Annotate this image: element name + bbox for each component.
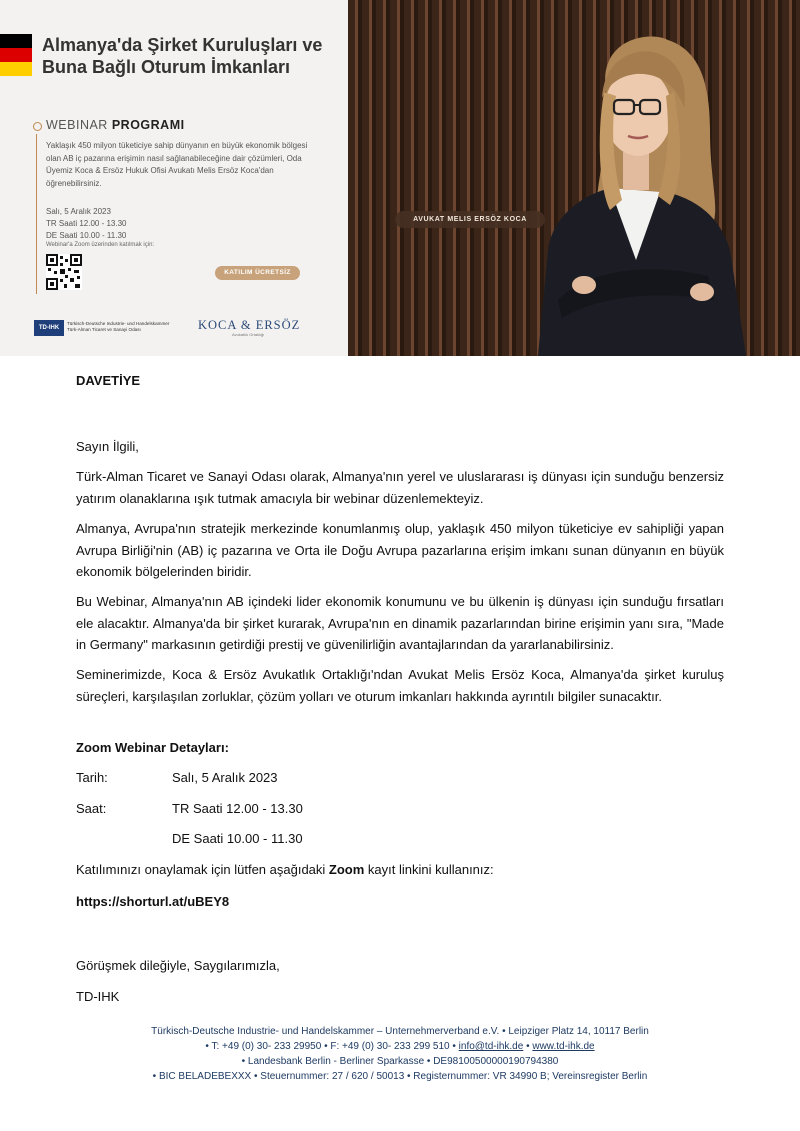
registration-link[interactable]: https://shorturl.at/uBEY8: [76, 894, 230, 909]
tdihk-logo-text: [67, 321, 169, 333]
date-label: Tarih:: [76, 770, 108, 785]
footer: [0, 1024, 800, 1084]
speaker-portrait-image: [348, 0, 800, 356]
banner-tr-time: TR Saati 12.00 - 13.30: [46, 219, 127, 228]
koca-ersoz-logo: KOCA & ERSÖZ: [198, 318, 301, 332]
qr-code-icon[interactable]: [46, 254, 82, 290]
free-participation-badge: KATILIM ÜCRETSİZ: [215, 266, 300, 280]
banner-schedule: [46, 206, 127, 242]
footer-sep: •: [523, 1041, 533, 1052]
program-prefix: WEBINAR: [46, 118, 108, 132]
webinar-banner: [0, 0, 800, 356]
timeline-dot-icon: [33, 122, 42, 131]
banner-program-label: [46, 118, 185, 132]
footer-bank: • Landesbank Berlin - Berliner Sparkasse • DE98100500000190794380: [241, 1056, 559, 1067]
date-row: [76, 770, 278, 785]
timeline-line: [36, 134, 37, 294]
confirm-zoom: Zoom: [328, 862, 365, 877]
banner-info-panel: [0, 0, 348, 356]
time-de-value: DE Saati 10.00 - 11.30: [172, 831, 303, 846]
speaker-name-pill: AVUKAT MELIS ERSÖZ KOCA: [395, 211, 545, 228]
time-de-row: [76, 831, 303, 846]
time-row: [76, 801, 303, 816]
tdihk-logo-line2: Türk-Alman Ticaret ve Sanayi Odası: [67, 327, 141, 332]
banner-description: Yaklaşık 450 milyon tüketiciye sahip dünyanın en büyük ekonomik bölgesi olan AB iç pazarına erişimin nasıl sağlanabileceğine dair çözümleri, Oda Üyemiz Koca & Ersöz Hukuk Ofisi Avukatı Melis Ersöz Koca'dan öğrenebilirsiniz.: [46, 141, 308, 188]
confirm-post: kayıt linkini kullanınız:: [364, 862, 494, 877]
tdihk-logo-line1: Türkisch-Deutsche Industrie- und Handelskammer: [67, 321, 170, 326]
closing: Görüşmek dileğiyle, Saygılarımızla,: [76, 958, 280, 973]
paragraph-4: Seminerimizde, Koca & Ersöz Avukatlık Ortaklığı'ndan Avukat Melis Ersöz Koca, Almanya'da şirket kuruluş süreçleri, karşılaşılan zorluklar, çözüm yolları ve oturum imkanları hakkında ayrıntılı bilgiler sunacaktır.: [76, 667, 724, 704]
letter-heading: DAVETİYE: [76, 373, 141, 388]
confirm-instruction: [76, 862, 494, 877]
banner-zoom-note: Webinar'a Zoom üzerinden katılmak için:: [46, 242, 155, 248]
paragraph-2: Almanya, Avrupa'nın stratejik merkezinde konumlanmış olup, yaklaşık 450 milyon tüketiciye ev sahipliği yapan Avrupa Birliği'nin (AB) iç pazarına ve Orta ile Doğu Avrupa pazarlarına erişim imkanı sunan dünyanın en büyük ekonomik bölgelerinden biridir.: [76, 521, 724, 579]
footer-contact: [0, 1039, 800, 1054]
confirm-pre: Katılımınızı onaylamak için lütfen aşağıdaki: [76, 862, 329, 877]
footer-email-link[interactable]: info@td-ihk.de: [458, 1041, 524, 1052]
paragraph-3: Bu Webinar, Almanya'nın AB içindeki lider ekonomik konumunu ve bu ülkenin iş dünyası için sunduğu fırsatları ele alacaktır. Almanya'da bir şirket kurarak, Avrupa'nın en dinamik pazarlarından birine erişimin yanı sıra, "Made in Germany" markasının getirdiği prestij ve güvenilirliğin avantajlarından da yararlanabilirsiniz.: [76, 594, 724, 652]
time-tr-value: TR Saati 12.00 - 13.30: [172, 801, 303, 816]
zoom-details-heading: Zoom Webinar Detayları:: [76, 740, 229, 755]
program-bold: PROGRAMI: [111, 118, 185, 132]
koca-ersoz-subtitle: Avukatlık Ortaklığı: [232, 332, 265, 337]
footer-address: Türkisch-Deutsche Industrie- und Handelskammer – Unternehmerverband e.V. • Leipziger Platz 14, 10117 Berlin: [151, 1026, 649, 1037]
signature: TD-IHK: [76, 989, 120, 1004]
speaker-photo: [348, 0, 800, 356]
banner-de-time: DE Saati 10.00 - 11.30: [46, 231, 127, 240]
time-label: Saat:: [76, 801, 107, 816]
footer-phone: • T: +49 (0) 30- 233 29950 • F: +49 (0) 30- 233 299 510 •: [205, 1041, 456, 1052]
date-value: Salı, 5 Aralık 2023: [172, 770, 278, 785]
footer-registry: • BIC BELADEBEXXX • Steuernummer: 27 / 620 / 50013 • Registernummer: VR 34990 B; Vereinsregister Berlin: [152, 1071, 648, 1082]
salutation: Sayın İlgili,: [76, 439, 139, 454]
footer-web-link[interactable]: www.td-ihk.de: [532, 1041, 595, 1052]
paragraph-1: Türk-Alman Ticaret ve Sanayi Odası olarak, Almanya'nın yerel ve uluslararası iş dünyası için sunduğu benzersiz yatırım olanaklarına ışık tutmak amacıyla bir webinar düzenlemekteyiz.: [76, 469, 724, 506]
tdihk-logo: [34, 320, 188, 336]
banner-date: Salı, 5 Aralık 2023: [46, 207, 111, 216]
tdihk-mark: TD-IHK: [34, 320, 64, 336]
german-flag-icon: [0, 34, 32, 76]
banner-title: Almanya'da Şirket Kuruluşları ve Buna Bağlı Oturum İmkanları: [42, 35, 323, 77]
